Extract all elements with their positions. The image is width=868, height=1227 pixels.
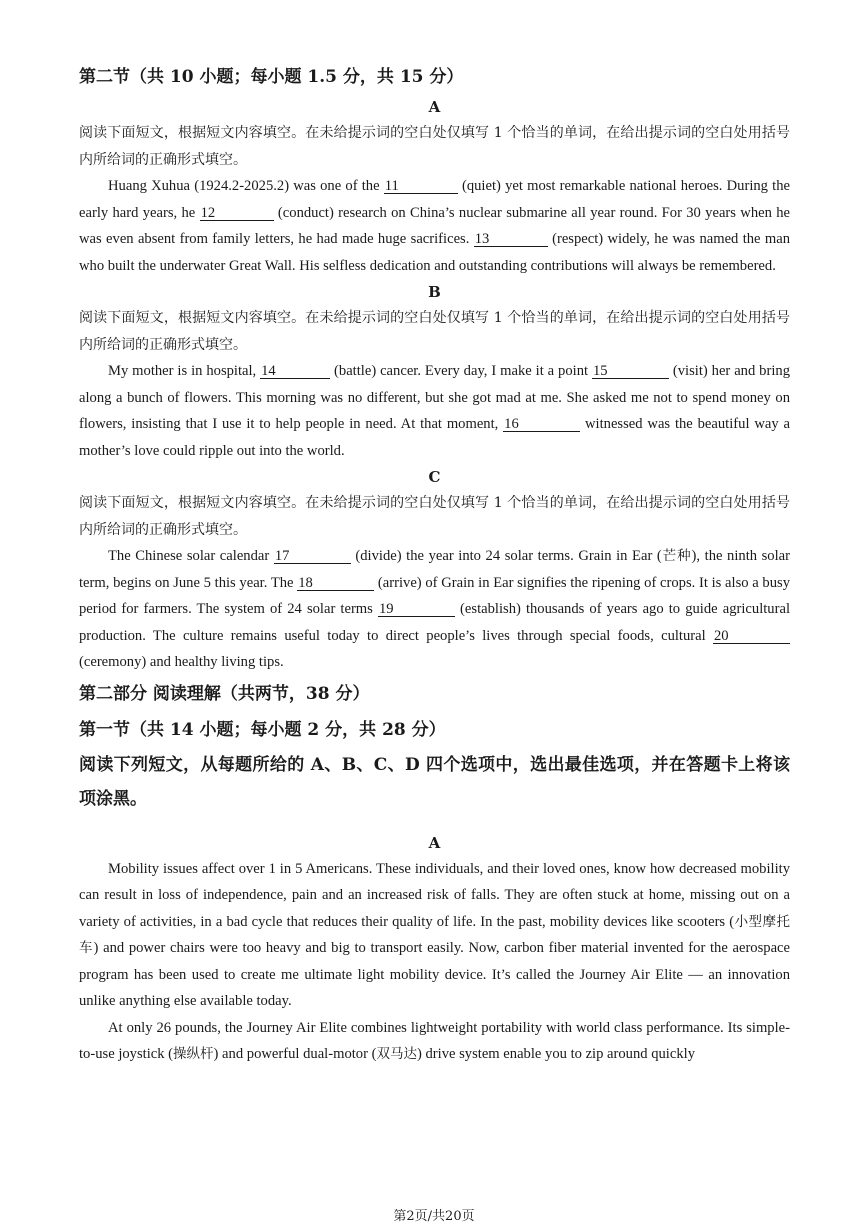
passage-instruction: 阅读下面短文，根据短文内容填空。在未给提示词的空白处仅填写 1 个恰当的单词，在给出提示词的空白处用括号内所给词的正确形式填空。: [79, 310, 790, 353]
passage-letter: A: [428, 833, 441, 852]
reading-paragraph-1: Mobility issues affect over 1 in 5 Americans. These individuals, and their loved ones, know how decreased mobility can result in loss of independence, pain and an increased risk of falls. They are often stuck at home, missing out on a variety of activities, in a bad cycle that reduces their quality of life. In the past, mobility devices like scooters (小型摩托车) and power chairs were too heavy and big to transport easily. Now, carbon fiber material invented for the aerospace program has been used to create me ultimate light mobility device. It’s called the Journey Air Elite — an innovation unlike anything else available today.: [79, 860, 791, 1009]
blank-17: 17: [274, 549, 351, 564]
blank-18: 18: [297, 576, 374, 591]
passage-instruction: 阅读下面短文，根据短文内容填空。在未给提示词的空白处仅填写 1 个恰当的单词，在给出提示词的空白处用括号内所给词的正确形式填空。: [79, 125, 790, 168]
reading-paragraph-2: At only 26 pounds, the Journey Air Elite combines lightweight portability with world class performance. Its simple-to-use joystick (操纵杆) and powerful dual-motor (双马达) drive system enable you to zip around quickly: [79, 1019, 790, 1062]
blank-14: 14: [260, 364, 330, 379]
page-number: 第2页/共20页: [393, 1209, 475, 1224]
blank-13: 13: [474, 232, 548, 247]
part-heading: 第二部分 阅读理解（共两节，38 分）: [79, 683, 370, 704]
passage-letter: C: [428, 468, 441, 486]
page-content: [79, 62, 790, 1068]
passage-letter: A: [428, 98, 441, 116]
section-heading: 第一节（共 14 小题；每小题 2 分，共 28 分）: [79, 719, 446, 740]
cloze-passage-a: Huang Xuhua (1924.2-2025.2) was one of the 11 (quiet) yet most remarkable national heroes. During the early hard years, he 12 (conduct) research on China’s nuclear submarine all year round. For 30 years when he was even absent from family letters, he had made huge sacrifices. 13 (respect) widely, he was named the man who built the underwater Great Wall. His selfless dedication and outstanding contributions will always be remembered.: [79, 178, 791, 274]
reading-instruction: 阅读下列短文，从每题所给的 A、B、C、D 四个选项中，选出最佳选项，并在答题卡上将该项涂黑。: [79, 754, 790, 809]
cloze-passage-b: My mother is in hospital, 14 (battle) cancer. Every day, I make it a point 15 (visit) her and bring along a bunch of flowers. This morning was no different, but she got mad at me. She asked me not to spend money on flowers, insisting that I use it to help people in need. At that moment, 16 witnessed was the beautiful way a mother’s love could ripple out into the world.: [79, 363, 790, 459]
passage-letter: B: [428, 283, 441, 301]
passage-instruction: 阅读下面短文，根据短文内容填空。在未给提示词的空白处仅填写 1 个恰当的单词，在给出提示词的空白处用括号内所给词的正确形式填空。: [79, 495, 790, 538]
cloze-passage-c: The Chinese solar calendar 17 (divide) the year into 24 solar terms. Grain in Ear (芒种), the ninth solar term, begins on June 5 this year. The 18 (arrive) of Grain in Ear signifies the ripening of crops. It is also a busy period for farmers. The system of 24 solar terms 19 (establish) thousands of years ago to guide agricultural production. The culture remains useful today to direct people’s lives through special foods, cultural 20(ceremony) and healthy living tips.: [79, 548, 790, 670]
blank-16: 16: [503, 417, 580, 432]
blank-15: 15: [592, 364, 669, 379]
blank-20: 20: [713, 629, 790, 644]
blank-11: 11: [384, 179, 458, 194]
blank-19: 19: [378, 602, 455, 617]
section-heading: 第二节（共 10 小题；每小题 1.5 分，共 15 分）: [79, 67, 464, 87]
blank-12: 12: [200, 206, 274, 221]
